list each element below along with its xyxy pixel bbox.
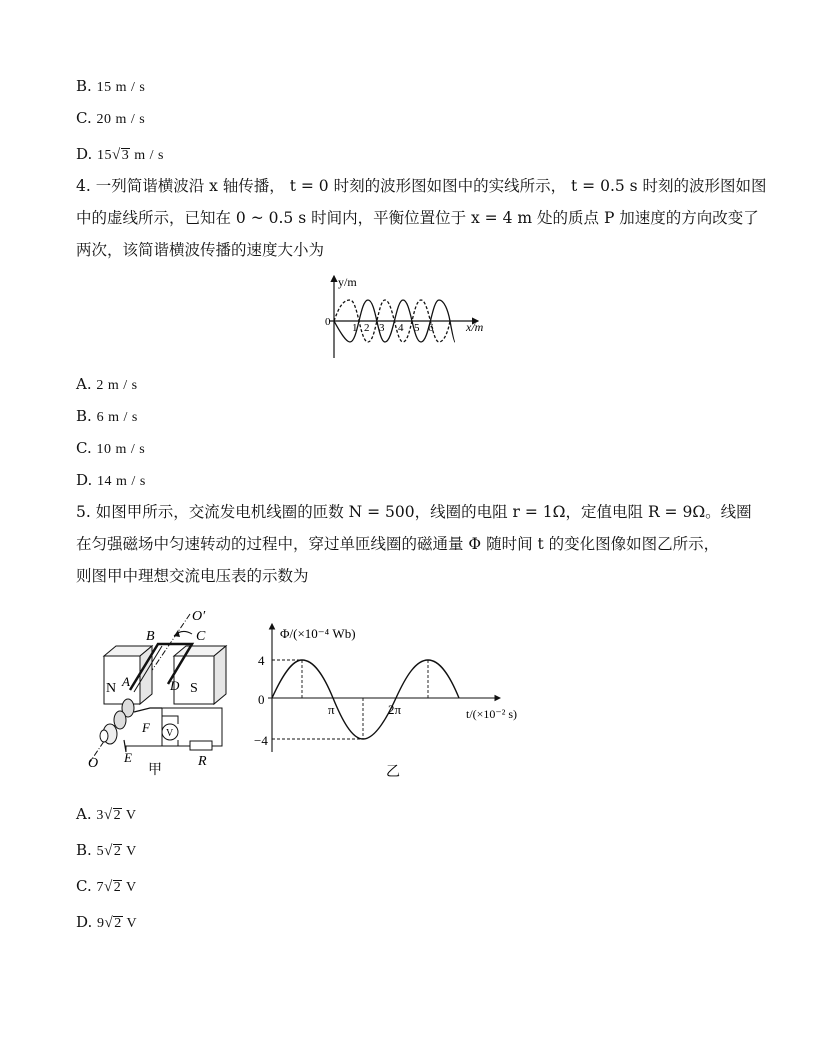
brush-f [134, 708, 162, 712]
option-unit: V [126, 844, 137, 859]
option-unit: m / s [134, 148, 165, 163]
wave-figure [320, 270, 500, 364]
resistor-label: R [198, 754, 207, 769]
brush-label-f: F [142, 720, 150, 735]
tick-label: 1 [352, 322, 358, 334]
sqrt-sign: √ [104, 843, 113, 859]
y-tick-neg: −4 [254, 733, 268, 748]
q5-option-d[interactable] [76, 912, 137, 934]
q5-stem-line1: 5. 如图甲所示，交流发电机线圈的匝数 N = 500，线圈的电阻 r = 1Ω，定值电阻 R = 9Ω。线圈 [76, 503, 752, 521]
q4-stem-line2: 中的虚线所示，已知在 0 ~ 0.5 s 时间内，平衡位置位于 x = 4 m 处的质点 P 加速度的方向改变了 [76, 209, 759, 227]
option-letter: A. [76, 805, 92, 823]
option-radicand: 2 [113, 808, 122, 823]
option-value: 20 m / s [96, 112, 146, 127]
option-coef: 15 [97, 148, 113, 163]
q5-option-a[interactable] [76, 804, 137, 826]
option-value: 6 m / s [96, 410, 138, 425]
phi-axis-label: Φ/(×10⁻⁴ Wb) [280, 626, 356, 641]
brush-label-e: E [124, 750, 132, 765]
option-value: 10 m / s [96, 442, 146, 457]
resistor [190, 741, 212, 750]
option-radicand: 2 [113, 880, 122, 895]
flux-curve [272, 660, 459, 739]
sqrt-sign: √ [104, 915, 114, 931]
tick-label: 2 [364, 322, 370, 334]
q5-stem-line2: 在匀强磁场中匀速转动的过程中，穿过单匝线圈的磁通量 Φ 随时间 t 的变化图像如图乙所示， [76, 535, 720, 553]
option-letter: D. [76, 471, 93, 489]
option-radicand: 3 [121, 148, 130, 163]
y-axis-label: y/m [338, 275, 357, 289]
tick-label: 4 [398, 322, 404, 334]
q4-option-d[interactable] [76, 470, 146, 492]
option-letter: C. [76, 877, 92, 895]
option-radicand: 2 [113, 844, 122, 859]
tick-label: 3 [379, 322, 385, 334]
coil-label-a: A [122, 674, 130, 689]
axis-label-top: O′ [192, 609, 206, 624]
q5-stem-line3: 则图甲中理想交流电压表的示数为 [76, 567, 309, 585]
option-value: 2 m / s [96, 378, 138, 393]
caption-yi: 乙 [386, 765, 400, 780]
option-unit: V [125, 808, 137, 823]
q4-option-a[interactable] [76, 374, 138, 396]
x-axis-label: x/m [466, 320, 484, 334]
option-value: 14 m / s [97, 474, 146, 489]
sqrt-sign: √ [112, 147, 121, 163]
slip-ring [114, 711, 126, 729]
tick-label: 6 [428, 322, 434, 334]
q3-option-b[interactable] [76, 76, 145, 98]
q3-option-c[interactable] [76, 108, 145, 130]
coil-label-d: D [170, 678, 180, 693]
option-unit: V [126, 916, 138, 931]
option-letter: D. [76, 145, 93, 163]
q4-stem-line1: 4. 一列简谐横波沿 x 轴传播， t = 0 时刻的波形图如图中的实线所示， t = 0.5 s 时刻的波形图如图 [76, 177, 767, 195]
origin-label: 0 [325, 316, 331, 328]
option-coef: 5 [96, 844, 105, 859]
tick-pi: π [328, 702, 335, 717]
option-letter: B. [76, 841, 92, 859]
option-letter: B. [76, 407, 92, 425]
axis-label-bottom: O [88, 756, 99, 771]
option-letter: C. [76, 439, 92, 457]
magnet-n-label: N [106, 681, 117, 696]
option-unit: V [125, 880, 137, 895]
voltmeter-label: V [166, 728, 174, 739]
coil-label-c: C [196, 629, 206, 644]
q4-option-b[interactable] [76, 406, 138, 428]
q4-stem-line3: 两次，该简谐横波传播的速度大小为 [76, 241, 325, 259]
caption-jia: 甲 [148, 763, 162, 778]
sqrt-sign: √ [103, 807, 113, 823]
q4-option-c[interactable] [76, 438, 145, 460]
option-letter: B. [76, 77, 92, 95]
magnet-s-label: S [190, 681, 198, 696]
q3-option-d[interactable] [76, 144, 164, 166]
option-coef: 3 [96, 808, 104, 823]
option-letter: D. [76, 913, 93, 931]
option-coef: 7 [96, 880, 104, 895]
option-letter: C. [76, 109, 92, 127]
tick-2pi: 2π [388, 702, 402, 717]
option-coef: 9 [97, 916, 105, 931]
flux-graph [248, 618, 538, 786]
option-value: 15 m / s [96, 80, 146, 95]
origin-label: 0 [258, 692, 265, 707]
q5-option-b[interactable] [76, 840, 137, 862]
option-radicand: 2 [114, 916, 122, 931]
generator-figure [82, 600, 232, 780]
option-letter: A. [76, 375, 92, 393]
y-tick-pos: 4 [258, 653, 265, 668]
q5-option-c[interactable] [76, 876, 137, 898]
sqrt-sign: √ [104, 879, 113, 895]
t-axis-label: t/(×10⁻² s) [466, 707, 518, 721]
coil-label-b: B [146, 629, 155, 644]
tick-label: 5 [414, 322, 420, 334]
